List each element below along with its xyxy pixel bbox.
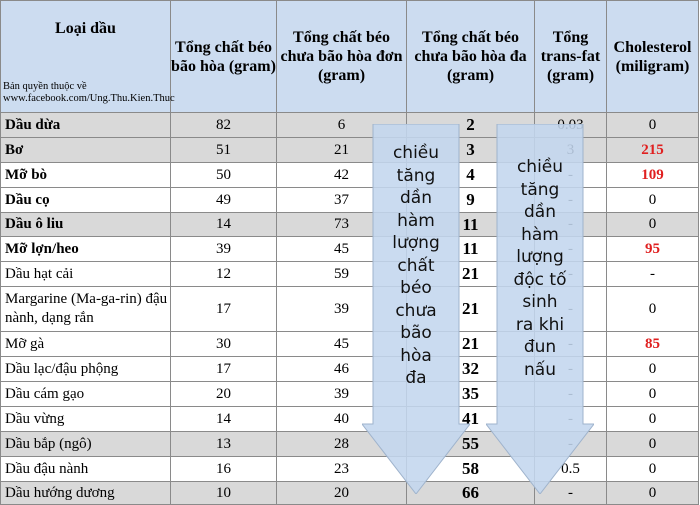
polyunsaturated-cell: 66 (407, 482, 535, 505)
oil-name-cell: Mỡ bò (1, 163, 171, 188)
right-arrow-text (486, 156, 594, 381)
cholesterol-cell: 0 (607, 287, 699, 332)
monounsaturated-cell: 42 (277, 163, 407, 188)
right-line: ra khi (515, 314, 565, 335)
saturated-cell: 49 (171, 188, 277, 213)
polyunsaturated-cell: 11 (407, 213, 535, 237)
monounsaturated-cell: 40 (277, 407, 407, 432)
oil-name-cell: Dầu hạt cải (1, 262, 171, 287)
left-line: bão (400, 323, 432, 343)
left-line: hàm (397, 210, 435, 231)
saturated-cell: 17 (171, 287, 277, 332)
polyunsaturated-cell: 41 (407, 407, 535, 432)
oil-name-cell: Dầu hướng dương (1, 482, 171, 505)
monounsaturated-cell: 6 (277, 113, 407, 138)
header-row (1, 1, 699, 113)
saturated-cell: 14 (171, 213, 277, 237)
polyunsaturated-cell: 2 (407, 113, 535, 138)
saturated-cell: 82 (171, 113, 277, 138)
left-line: chưa (395, 300, 437, 321)
left-down-arrow (362, 124, 470, 494)
cholesterol-cell: 0 (607, 213, 699, 237)
left-arrow-text (362, 142, 470, 390)
cholesterol-cell: 215 (607, 138, 699, 163)
right-line: sinh (522, 292, 558, 312)
saturated-cell: 17 (171, 357, 277, 382)
polyunsaturated-cell: 58 (407, 457, 535, 482)
header-cholesterol: Cholesterol (miligram) (607, 1, 699, 113)
monounsaturated-cell: 37 (277, 188, 407, 213)
right-line: hàm (521, 224, 559, 245)
polyunsaturated-cell: 3 (407, 138, 535, 163)
cholesterol-cell: 0 (607, 357, 699, 382)
saturated-cell: 50 (171, 163, 277, 188)
right-line: tăng (520, 179, 560, 200)
saturated-cell: 13 (171, 432, 277, 457)
saturated-cell: 10 (171, 482, 277, 505)
oil-name-cell: Dầu đậu nành (1, 457, 171, 482)
right-line: nấu (524, 359, 556, 380)
monounsaturated-cell: 73 (277, 213, 407, 237)
oil-name-cell: Bơ (1, 138, 171, 163)
left-line: béo (400, 278, 432, 298)
cholesterol-cell: 0 (607, 432, 699, 457)
monounsaturated-cell: 28 (277, 432, 407, 457)
cholesterol-cell: 0 (607, 482, 699, 505)
saturated-cell: 16 (171, 457, 277, 482)
header-polyunsaturated: Tổng chất béo chưa bão hòa đa (gram) (407, 1, 535, 113)
header-saturated: Tổng chất béo bão hòa (gram) (171, 1, 277, 113)
left-line: đa (405, 368, 427, 388)
polyunsaturated-cell: 55 (407, 432, 535, 457)
right-line: độc tố (513, 269, 567, 290)
polyunsaturated-cell: 35 (407, 382, 535, 407)
right-line: lượng (516, 247, 564, 267)
polyunsaturated-cell: 21 (407, 287, 535, 332)
saturated-cell: 12 (171, 262, 277, 287)
trans-fat-cell: - (535, 482, 607, 505)
monounsaturated-cell: 45 (277, 237, 407, 262)
right-line: dần (524, 202, 556, 222)
polyunsaturated-cell: 9 (407, 188, 535, 213)
monounsaturated-cell: 59 (277, 262, 407, 287)
left-line: tăng (396, 165, 436, 186)
cholesterol-cell: 109 (607, 163, 699, 188)
left-line: hòa (400, 345, 432, 366)
right-down-arrow (486, 124, 594, 494)
cholesterol-cell: 95 (607, 237, 699, 262)
oil-name-cell: Mỡ gà (1, 332, 171, 357)
oil-name-cell: Margarine (Ma-ga-rin) đậu nành, dạng rắn (1, 287, 171, 332)
oil-name-cell: Dầu cọ (1, 188, 171, 213)
oil-name-cell: Dầu cám gạo (1, 382, 171, 407)
polyunsaturated-cell: 11 (407, 237, 535, 262)
trans-fat-cell: 0.5 (535, 457, 607, 482)
saturated-cell: 39 (171, 237, 277, 262)
polyunsaturated-cell: 4 (407, 163, 535, 188)
saturated-cell: 14 (171, 407, 277, 432)
oil-name-cell: Dầu vừng (1, 407, 171, 432)
cholesterol-cell: 0 (607, 382, 699, 407)
polyunsaturated-cell: 21 (407, 262, 535, 287)
header-trans-fat: Tổng trans-fat (gram) (535, 1, 607, 113)
header-monounsaturated: Tổng chất béo chưa bão hòa đơn (gram) (277, 1, 407, 113)
left-line: dần (400, 188, 432, 208)
saturated-cell: 51 (171, 138, 277, 163)
oil-name-cell: Dầu ô liu (1, 213, 171, 237)
cholesterol-cell: - (607, 262, 699, 287)
oil-name-cell: Dầu lạc/đậu phộng (1, 357, 171, 382)
monounsaturated-cell: 39 (277, 382, 407, 407)
cholesterol-cell: 85 (607, 332, 699, 357)
monounsaturated-cell: 39 (277, 287, 407, 332)
copyright-note: Bản quyền thuộc về www.facebook.com/Ung.Thu.Kien.Thuc (3, 81, 175, 104)
header-oil-type (1, 1, 175, 113)
monounsaturated-cell: 21 (277, 138, 407, 163)
oil-name-cell: Dầu dừa (1, 113, 171, 138)
saturated-cell: 30 (171, 332, 277, 357)
polyunsaturated-cell: 21 (407, 332, 535, 357)
polyunsaturated-cell: 32 (407, 357, 535, 382)
right-line: đun (523, 337, 557, 357)
left-line: chất (397, 255, 435, 276)
cholesterol-cell: 0 (607, 407, 699, 432)
saturated-cell: 20 (171, 382, 277, 407)
left-line: lượng (392, 233, 440, 253)
header-oil-type-label: Loại dầu (55, 20, 116, 37)
left-line: chiều (392, 143, 440, 163)
monounsaturated-cell: 45 (277, 332, 407, 357)
oil-name-cell: Dầu bắp (ngô) (1, 432, 171, 457)
monounsaturated-cell: 46 (277, 357, 407, 382)
monounsaturated-cell: 20 (277, 482, 407, 505)
right-line: chiều (516, 157, 564, 177)
oil-name-cell: Mỡ lợn/heo (1, 237, 171, 262)
cholesterol-cell: 0 (607, 457, 699, 482)
monounsaturated-cell: 23 (277, 457, 407, 482)
cholesterol-cell: 0 (607, 188, 699, 213)
cholesterol-cell: 0 (607, 113, 699, 138)
